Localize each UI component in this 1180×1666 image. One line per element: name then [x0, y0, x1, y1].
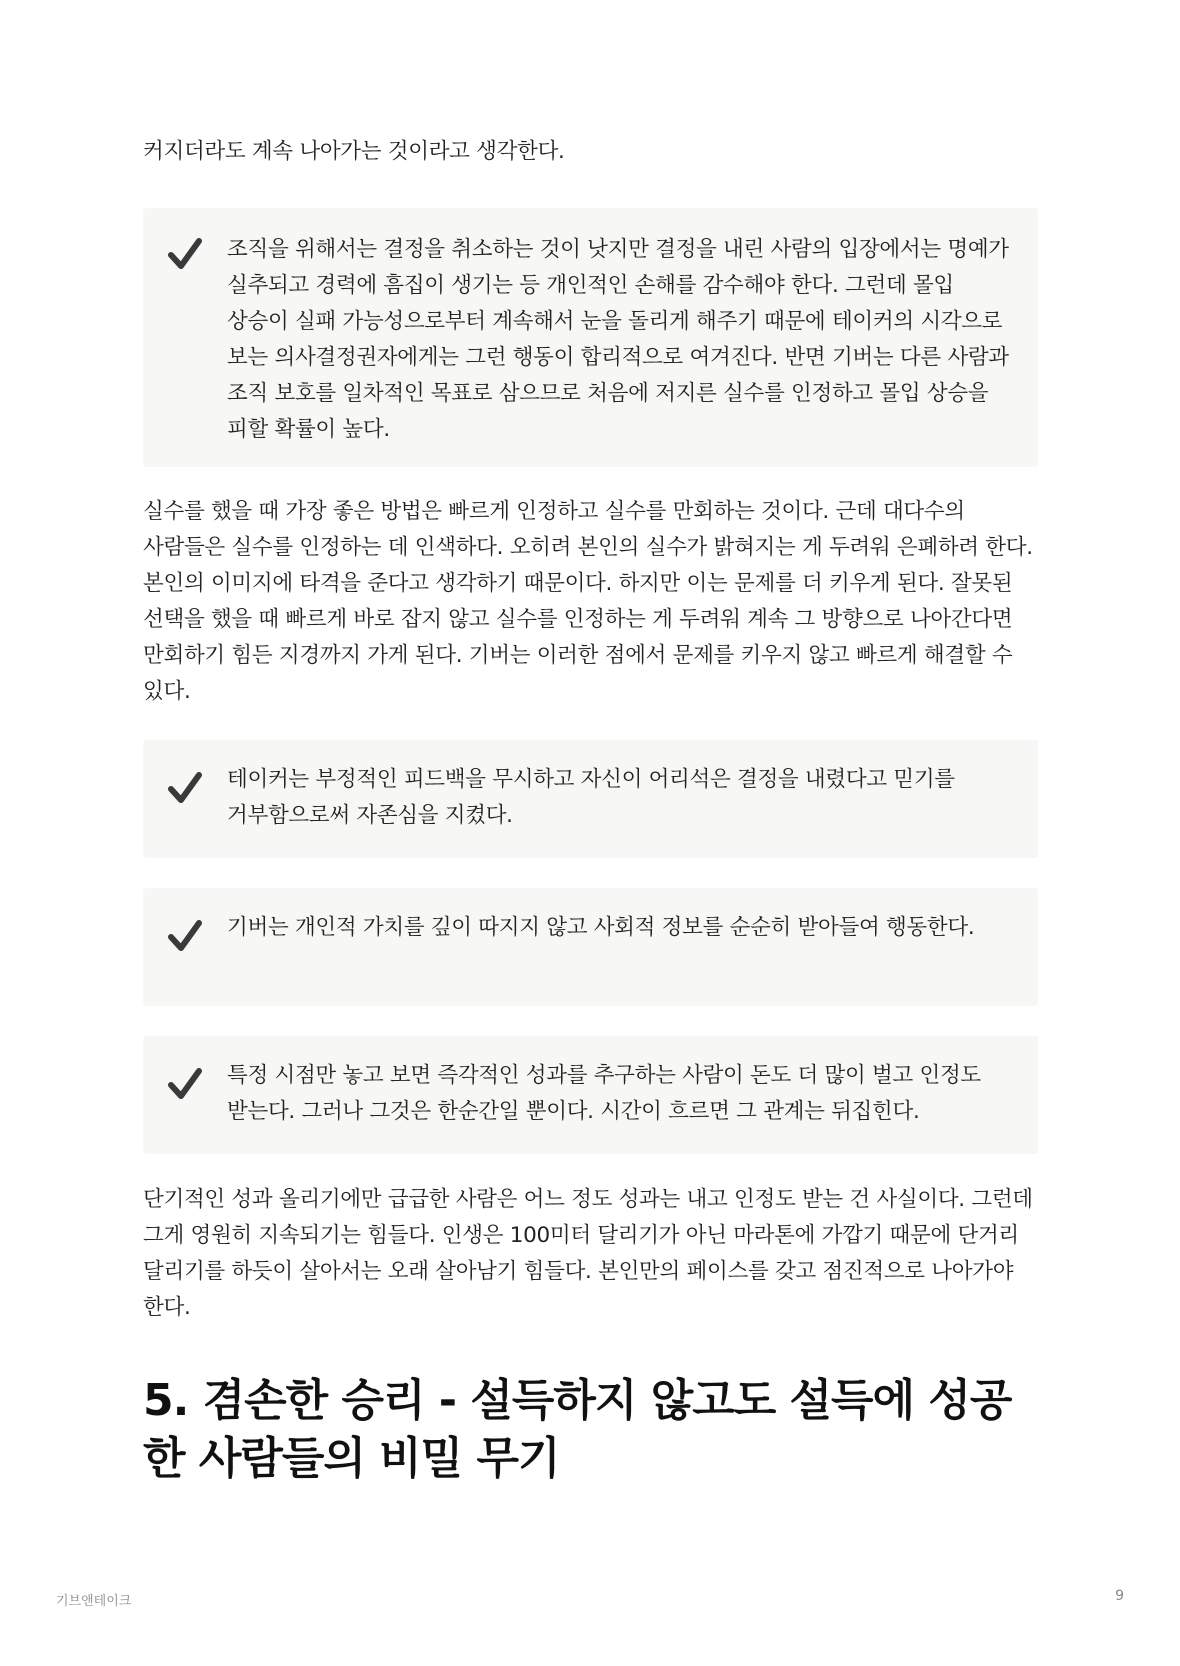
paragraph-continuation: 커지더라도 계속 나아가는 것이라고 생각한다. — [143, 139, 565, 164]
paragraph-body: 단기적인 성과 올리기에만 급급한 사람은 어느 정도 성과는 내고 인정도 받는 건 사실이다. 그런데 그게 영원히 지속되기는 힘들다. 인생은 100미터 달리기가 아닌 마라톤에 가깝기 때문에 단거리 달리기를 하듯이 살아서는 오래 살아남기 힘들다. 본인만의 페이스를 갖고 점진적으로 나아가야 한다. — [143, 1187, 1033, 1320]
callout-text: 기버는 개인적 가치를 깊이 따지지 않고 사회적 정보를 순순히 받아들여 행동한다. — [227, 915, 975, 940]
checkmark-icon — [167, 770, 203, 806]
callout-box — [143, 740, 1038, 858]
section-heading: 5. 겸손한 승리 - 설득하지 않고도 설득에 성공한 사람들의 비밀 무기 — [143, 1375, 1012, 1484]
footer-book-title: 기브앤테이크 — [56, 1594, 132, 1609]
callout-box — [143, 1036, 1038, 1154]
checkmark-icon — [167, 1066, 203, 1102]
callout-box — [143, 888, 1038, 1006]
checkmark-icon — [167, 236, 203, 272]
callout-text: 특정 시점만 놓고 보면 즉각적인 성과를 추구하는 사람이 돈도 더 많이 벌고 인정도 받는다. 그러나 그것은 한순간일 뿐이다. 시간이 흐르면 그 관계는 뒤집힌다. — [227, 1063, 981, 1124]
checkmark-icon — [167, 918, 203, 954]
callout-text: 조직을 위해서는 결정을 취소하는 것이 낫지만 결정을 내린 사람의 입장에서는 명예가 실추되고 경력에 흠집이 생기는 등 개인적인 손해를 감수해야 한다. 그런데 몰입 상승이 실패 가능성으로부터 계속해서 눈을 돌리게 해주기 때문에 테이커의 시각으로 보는 의사결정권자에게는 그런 행동이 합리적으로 여겨진다. 반면 기버는 다른 사람과 조직 보호를 일차적인 목표로 삼으므로 처음에 저지른 실수를 인정하고 몰입 상승을 피할 확률이 높다. — [227, 237, 1009, 442]
callout-box — [143, 208, 1038, 467]
page-number: 9 — [1115, 1588, 1124, 1604]
callout-text: 테이커는 부정적인 피드백을 무시하고 자신이 어리석은 결정을 내렸다고 믿기를 거부함으로써 자존심을 지켰다. — [227, 767, 955, 828]
paragraph-body: 실수를 했을 때 가장 좋은 방법은 빠르게 인정하고 실수를 만회하는 것이다. 근데 대다수의 사람들은 실수를 인정하는 데 인색하다. 오히려 본인의 실수가 밝혀지는 게 두려워 은폐하려 한다. 본인의 이미지에 타격을 준다고 생각하기 때문이다. 하지만 이는 문제를 더 키우게 된다. 잘못된 선택을 했을 때 빠르게 바로 잡지 않고 실수를 인정하는 게 두려워 계속 그 방향으로 나아간다면 만회하기 힘든 지경까지 가게 된다. 기버는 이러한 점에서 문제를 키우지 않고 빠르게 해결할 수 있다. — [143, 499, 1033, 704]
